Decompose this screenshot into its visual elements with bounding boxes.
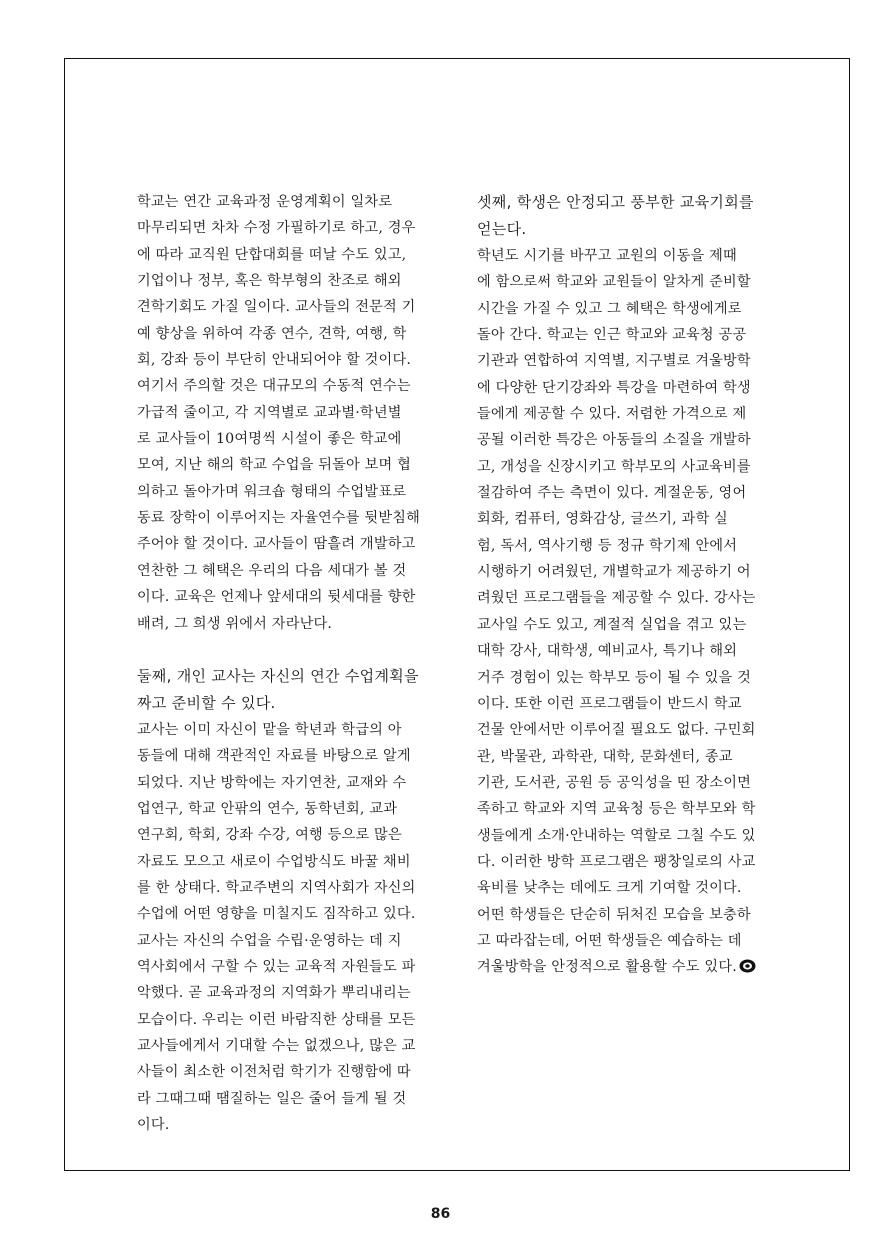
section-gap	[137, 637, 437, 663]
page-number: 86	[430, 1206, 451, 1222]
paragraph-3: 학년도 시기를 바꾸고 교원의 이동을 제때 에 함으로써 학교와 교원들이 알차게 준비할 시간을 가질 수 있고 그 혜택은 학생에게로 돌아 간다. 학교는 인근 학교와 교육청 공공 기관과 연합하여 지역별, 지구별로 겨울방학 에 다양한 단기강좌와 특강을 마련하여 학생 들에게 제공할 수 있다. 저렴한 가격으로 제 공될 이러한 특강은 아동들의 소질을 개발하 고, 개성을 신장시키고 학부모의 사교육비를 절감하여 주는 측면이 있다. 계절운동, 영어 회화, 컴퓨터, 영화감상, 글쓰기, 과학 실 험, 독서, 역사기행 등 정규 학기제 안에서 시행하기 어려웠던, 개별학교가 제공하기 어 려웠던 프로그램들을 제공할 수 있다. 강사는 교사일 수도 있고, 계절적 실업을 겪고 있는 대학 강사, 대학생, 예비교사, 특기나 해외 거주 경험이 있는 학부모 등이 될 수 있을 것 이다. 또한 이런 프로그램들이 반드시 학교 건물 안에서만 이루어질 필요도 없다. 구민회 관, 박물관, 과학관, 대학, 문화센터, 종교 기관, 도서관, 공원 등 공익성을 띤 장소이면 족하고 학교와 지역 교육청 등은 학부모와 학 생들에게 소개·안내하는 역할로 그칠 수도 있 다. 이러한 방학 프로그램은 팽창일로의 사교 육비를 낮추는 데에도 크게 기여할 것이다. 어떤 학생들은 단순히 뒤처진 모습을 보충하 고 따라잡는데, 어떤 학생들은 예습하는 데 겨울방학을 안정적으로 활용할 수도 있다.	[477, 248, 756, 976]
section-heading-3: 셋째, 학생은 안정되고 풍부한 교육기회를 얻는다.	[477, 193, 754, 238]
paragraph-2: 교사는 이미 자신이 맡을 학년과 학급의 아 동들에 대해 객관적인 자료를 바탕으로 알게 되었다. 지난 방학에는 자기연찬, 교재와 수 업연구, 학교 안팎의 연수, 동학년회, 교과 연구회, 학회, 강좌 수강, 여행 등으로 많은 자료도 모으고 새로이 수업방식도 바꿀 채비 를 한 상태다. 학교주변의 지역사회가 자신의 수업에 어떤 영향을 미칠지도 짐작하고 있다. 교사는 자신의 수업을 수립·운영하는 데 지 역사회에서 구할 수 있는 교육적 자원들도 파 악했다. 곧 교육과정의 지역화가 뿌리내리는 모습이다. 우리는 이런 바람직한 상태를 모든 교사들에게서 기대할 수는 없겠으나, 많은 교 사들이 최소한 이전처럼 학기가 진행함에 따 라 그때그때 땜질하는 일은 줄어 들게 될 것 이다.	[137, 721, 416, 1133]
paragraph-3-wrapper	[477, 243, 779, 981]
paragraph-1: 학교는 연간 교육과정 운영계획이 일차로 마무리되면 차차 수정 가필하기로 하고, 경우 에 따라 교직원 단합대회를 떠날 수도 있고, 기업이나 정부, 혹은 학부형의 찬조로 해외 견학기회도 가질 일이다. 교사들의 전문적 기 예 향상을 위하여 각종 연수, 견학, 여행, 학 회, 강좌 등이 부단히 안내되어야 할 것이다. 여기서 주의할 것은 대규모의 수동적 연수는 가급적 줄이고, 각 지역별로 교과별·학년별 로 교사들이 10여명씩 시설이 좋은 학교에 모여, 지난 해의 학교 수업을 뒤돌아 보며 협 의하고 돌아가며 워크숍 형태의 수업발표로 동료 장학이 이루어지는 자율연수를 뒷받침해 주어야 할 것이다. 교사들이 땀흘려 개발하고 연찬한 그 혜택은 우리의 다음 세대가 볼 것 이다. 교육은 언제나 앞세대의 뒷세대를 향한 배려, 그 희생 위에서 자라난다.	[137, 194, 421, 632]
section-heading-2: 둘째, 개인 교사는 자신의 연간 수업계획을 짜고 준비할 수 있다.	[137, 666, 419, 712]
page-frame	[64, 58, 850, 1171]
left-column	[137, 189, 437, 1138]
end-mark-icon	[739, 956, 756, 970]
right-column	[477, 189, 779, 981]
